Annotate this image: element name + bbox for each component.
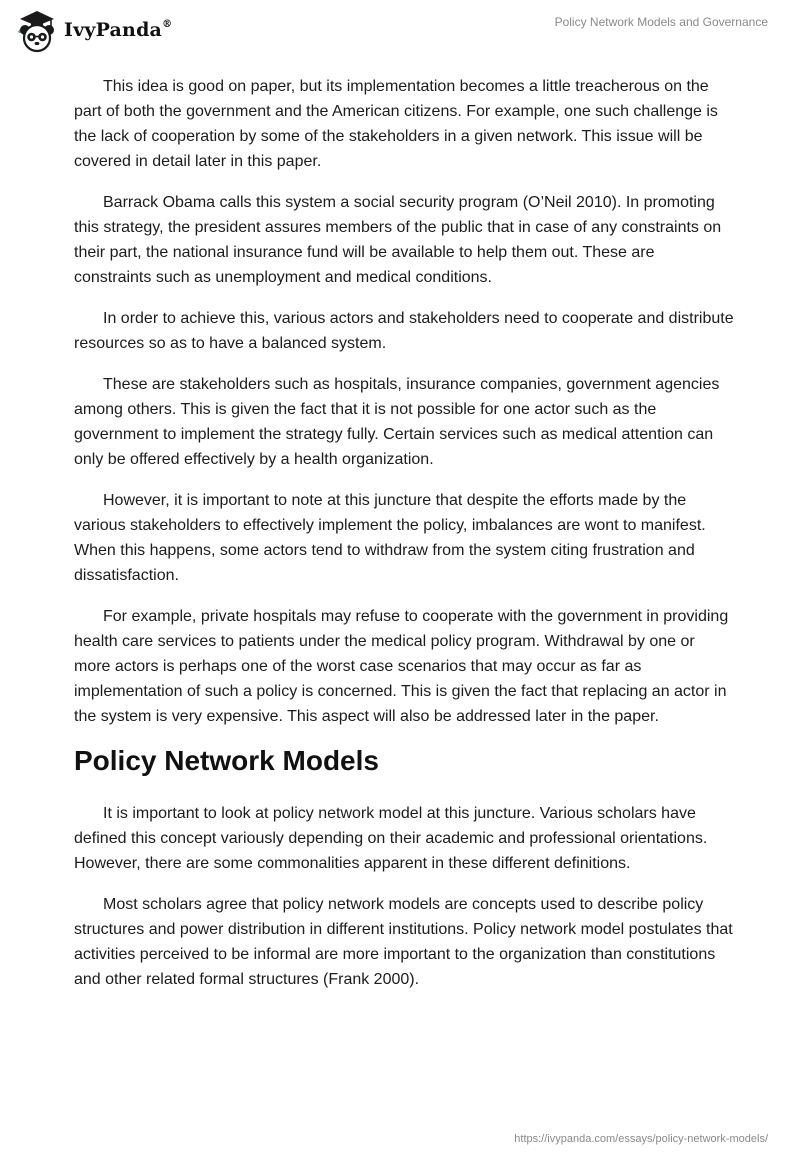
running-title: Policy Network Models and Governance	[554, 15, 768, 29]
paragraph: Most scholars agree that policy network models are concepts used to describe policy structures and power distribution in different institutions. Policy network model postulates that activities perceived to be informal are more important to the organization than constitutions and other related formal structures (Frank 2000).	[74, 896, 733, 988]
footer-url: https://ivypanda.com/essays/policy-network-models/	[514, 1133, 768, 1145]
paragraph: These are stakeholders such as hospitals, insurance companies, government agencies among others. This is given the fact that it is not possible for one actor such as the government to implement the strategy fully. Certain services such as medical attention can only be offered effectively by a health organization.	[74, 376, 720, 468]
paragraph: Barrack Obama calls this system a social security program (O’Neil 2010). In promoting this strategy, the president assures members of the public that in case of any constraints on their part, the national insurance fund will be available to help them out. These are constraints such as unemployment and medical conditions.	[74, 194, 722, 286]
paragraph: However, it is important to note at this juncture that despite the efforts made by the various stakeholders to effectively implement the policy, imbalances are wont to manifest. When this happens, some actors tend to withdraw from the system citing frustration and dissatisfaction.	[74, 492, 706, 584]
page-header	[0, 0, 800, 60]
paragraph: This idea is good on paper, but its implementation becomes a little treacherous on the part of both the government and the American citizens. For example, one such challenge is the lack of cooperation by some of the stakeholders in a given network. This issue will be covered in detail later in this paper.	[74, 78, 718, 170]
paragraph: It is important to look at policy network model at this juncture. Various scholars have defined this concept variously depending on their academic and professional orientations. However, there are some commonalities apparent in these different definitions.	[74, 805, 708, 872]
paragraph: In order to achieve this, various actors and stakeholders need to cooperate and distribute resources so as to have a balanced system.	[74, 310, 734, 352]
ivypanda-logo-icon[interactable]	[14, 8, 60, 54]
brand-name-text: IvyPanda	[64, 19, 163, 41]
paragraph: For example, private hospitals may refuse to cooperate with the government in providing health care services to patients under the medical policy program. Withdrawal by one or more actors is perhaps one of the worst case scenarios that may occur as far as implementation of such a policy is concerned. This is given the fact that replacing an actor in the system is very expensive. This aspect will also be addressed later in the paper.	[74, 608, 729, 725]
essay-body	[74, 74, 734, 1008]
registered-mark: ®	[162, 18, 173, 30]
brand-name[interactable]	[64, 19, 172, 41]
section-heading: Policy Network Models	[74, 745, 379, 776]
